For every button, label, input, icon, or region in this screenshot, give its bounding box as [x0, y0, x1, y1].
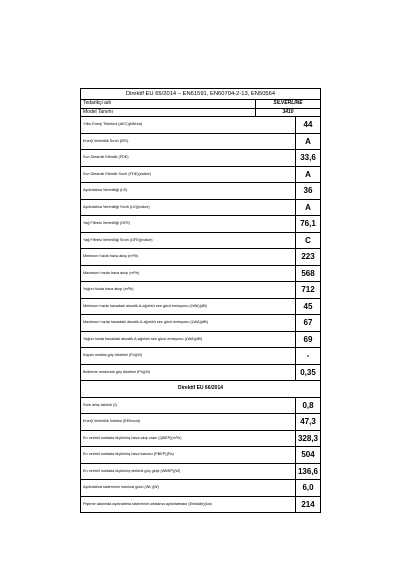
table-row	[81, 216, 320, 233]
table-row	[81, 332, 320, 349]
table-row	[81, 200, 320, 217]
table-row	[81, 150, 320, 167]
supplier-row	[81, 100, 320, 109]
row-label: Enerji Verimlilik İndeksi (EEIhood)	[81, 414, 296, 430]
table-row	[81, 464, 320, 481]
row-value: 36	[303, 186, 313, 195]
table-row	[81, 497, 320, 513]
row-label: Süre artış faktörü (f)	[81, 398, 296, 414]
supplier-label: Tedarikçi adı	[81, 100, 256, 108]
row-label: Aydınlatma sisteminin nominal gücü (WL)(W)	[81, 480, 296, 496]
row-label: Pişirme alanında aydınlatma sisteminin ortalama aydınlatması (Emiddle)(lux)	[81, 497, 296, 513]
row-value: A	[305, 169, 311, 179]
row-value: 67	[303, 318, 313, 327]
table-row	[81, 249, 320, 266]
row-value: 45	[303, 301, 313, 311]
row-value: 33,6	[300, 153, 316, 162]
table-row	[81, 480, 320, 497]
row-label: Bekleme modunda güç tüketimi (Ps)(W)	[81, 365, 296, 381]
row-value: 214	[301, 499, 315, 509]
row-value: -	[306, 351, 310, 360]
table-row	[81, 299, 320, 316]
table-row	[81, 447, 320, 464]
row-label: En verimli noktada ölçülmüş hava basıncı (PBEP)(Pa)	[81, 447, 296, 463]
row-value: 712	[301, 285, 315, 294]
row-value: 6,0	[302, 483, 314, 492]
table-row	[81, 183, 320, 200]
table-row	[81, 398, 320, 415]
table-row	[81, 414, 320, 431]
table-row	[81, 266, 320, 283]
row-value: 0,8	[302, 400, 314, 410]
row-label: Enerji Verimlilik Sınıfı (EEI)	[81, 134, 296, 150]
model-row	[81, 109, 320, 118]
row-value: 223	[301, 252, 315, 261]
table-row	[81, 315, 320, 332]
row-label: Minimum hızda havadaki akustik A-ağırlıklı ses gücü emisyonu (LWA)(dB)	[81, 299, 296, 315]
row-value: A	[305, 136, 311, 146]
row-value: 69	[303, 334, 313, 344]
row-value: 568	[301, 268, 315, 278]
table-row	[81, 233, 320, 250]
table-row	[81, 365, 320, 382]
row-label: En verimli noktada ölçülmüş elektrik güç girişi (WBEP)(W)	[81, 464, 296, 480]
row-value: 44	[303, 120, 313, 129]
row-label: Maximum hızda hava akışı (m³/h)	[81, 266, 296, 282]
row-value: 504	[301, 450, 315, 459]
model-value: 3410	[282, 108, 294, 115]
table-row	[81, 117, 320, 134]
row-label: Aydınlatma Verimliliği (LE)	[81, 183, 296, 199]
table-row	[81, 134, 320, 151]
row-value: A	[305, 202, 311, 212]
row-label: Maximum hızda havadaki akustik A-ağırlıklı ses gücü emisyonu (LWA)(dB)	[81, 315, 296, 331]
row-label: Aydınlatma Verimliliği Sınıfı (LE)(indice)	[81, 200, 296, 216]
section-title: Direktif EU 66/2014	[81, 381, 320, 398]
table-row	[81, 167, 320, 184]
directive-title: Direktif EU 65/2014 – EN61591, EN60704-2-13, EN50564	[81, 89, 320, 100]
row-label: Sıvı Dinamik Etkinlik (FDE)	[81, 150, 296, 166]
row-value: 136,6	[297, 466, 319, 476]
row-label: Sıvı Dinamik Etkinlik Sınıfı (FDE)(indice)	[81, 167, 296, 183]
row-value: 0,35	[300, 367, 316, 377]
row-label: Minimum hızda hava akışı (m³/h)	[81, 249, 296, 265]
supplier-value: SILVERLINE	[273, 100, 303, 106]
row-label: Yıllık Enerji Tüketimi (AEC)(kWh/a)	[81, 117, 296, 133]
row-value: 328,3	[297, 433, 319, 443]
row-label: Yağ Filtresi Verimliliği (GFE)	[81, 216, 296, 232]
row-label: Kapalı modda güç tüketimi (Po)(W)	[81, 348, 296, 364]
model-label: Model Tanımı	[81, 109, 256, 117]
row-value: 47,3	[300, 417, 316, 426]
row-value: 76,1	[300, 219, 316, 228]
table-row	[81, 348, 320, 365]
row-label: Yağ Filtresi Verimliliği Sınıfı (GFE)(indice)	[81, 233, 296, 249]
row-label: Yoğun hızda havadaki akustik A-ağırlıklı ses gücü emisyonu (LWA)(dB)	[81, 332, 296, 348]
row-value: C	[305, 235, 311, 245]
row-label: Yoğun hızda hava akışı (m³/h)	[81, 282, 296, 298]
row-label: En verimli noktada ölçülmüş hava akış oranı (QBEP)(m³/h)	[81, 431, 296, 447]
table-row	[81, 431, 320, 448]
energy-label-table	[80, 88, 321, 513]
table-row	[81, 282, 320, 299]
